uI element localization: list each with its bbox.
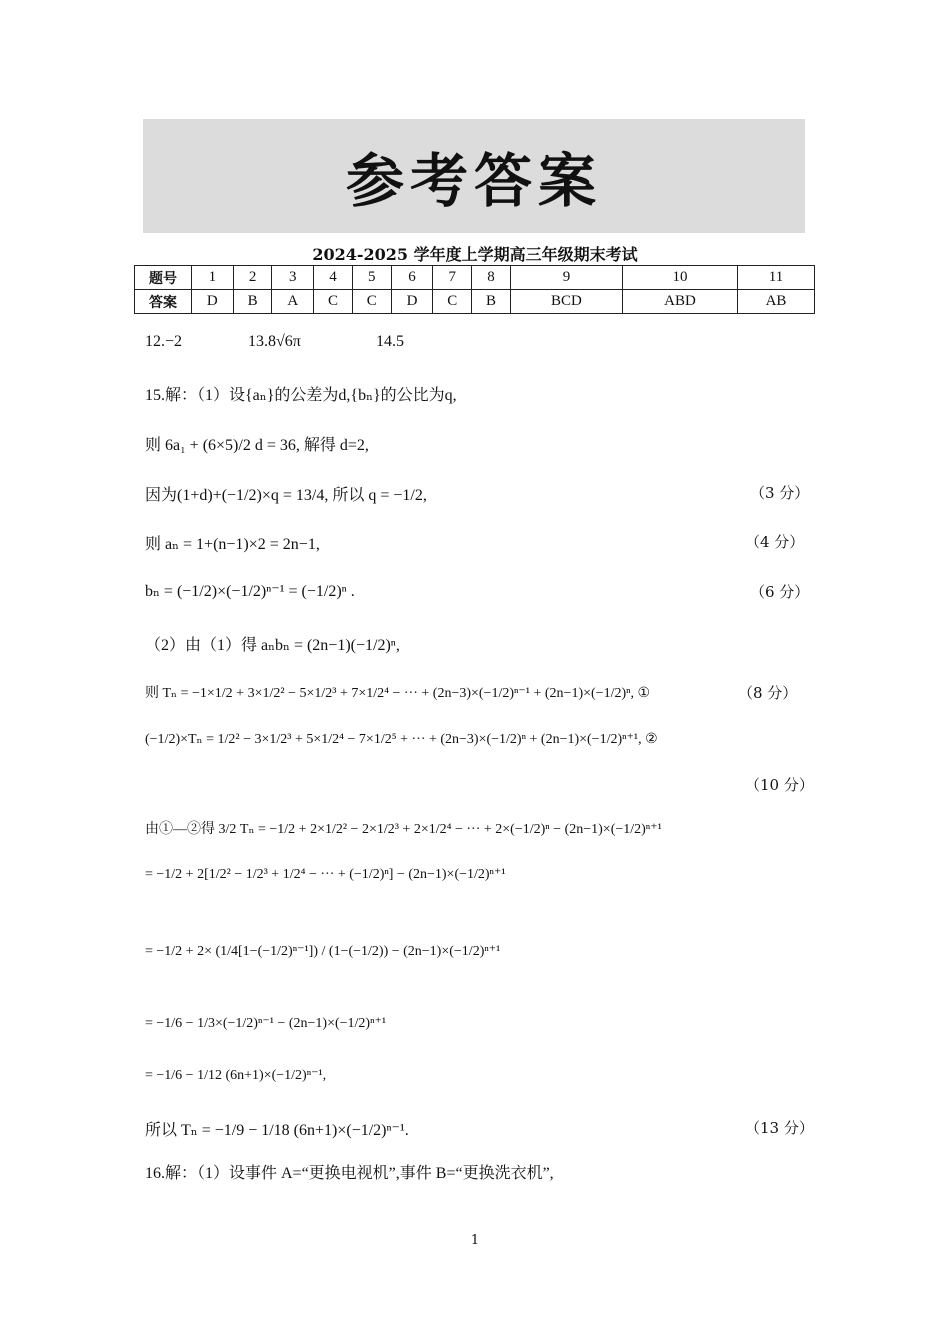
table-cell: 11: [738, 266, 815, 290]
table-cell: AB: [738, 290, 815, 314]
q15-step1: 则 6a₁ + (6×5)/2 d = 36, 解得 d=2,: [145, 437, 369, 454]
answer-row: [135, 290, 815, 314]
score-step3: （4 分）: [745, 533, 805, 551]
q15-final: 所以 Tₙ = −1/9 − 1/18 (6n+1)×(−1/2)ⁿ⁻¹.: [145, 1122, 409, 1139]
table-cell: D: [192, 290, 234, 314]
title-banner: [143, 119, 805, 233]
banner-title: 参考答案: [345, 147, 602, 215]
q15-part2: （2）由（1）得 aₙbₙ = (2n−1)(−1/2)ⁿ,: [145, 637, 400, 654]
q15-sub3: = −1/2 + 2× (1/4[1−(−1/2)ⁿ⁻¹]) / (1−(−1/2)) − (2n−1)×(−1/2)ⁿ⁺¹: [145, 944, 501, 959]
score-eq1: （8 分）: [738, 684, 798, 702]
table-cell: 5: [352, 266, 391, 290]
fill-in-q14: 14.5: [376, 333, 404, 350]
table-cell: 1: [192, 266, 234, 290]
q15-step3: 则 aₙ = 1+(n−1)×2 = 2n−1,: [145, 536, 320, 553]
fill-in-q12: 12.−2: [145, 333, 183, 350]
q15-sub2: = −1/2 + 2[1/2² − 1/2³ + 1/2⁴ − ··· + (−1/2)ⁿ] − (2n−1)×(−1/2)ⁿ⁺¹: [145, 867, 506, 882]
score-final: （13 分）: [745, 1119, 814, 1137]
q15-sub4: = −1/6 − 1/3×(−1/2)ⁿ⁻¹ − (2n−1)×(−1/2)ⁿ⁺¹: [145, 1016, 387, 1031]
table-cell: C: [352, 290, 391, 314]
q15-intro: 15.解：（1）设{aₙ}的公差为d,{bₙ}的公比为q,: [145, 387, 457, 404]
table-cell: 9: [510, 266, 622, 290]
table-cell: D: [391, 290, 433, 314]
question-number-row: [135, 266, 815, 290]
exam-title: 2024-2025 学年度上学期高三年级期末考试: [312, 245, 638, 264]
row-label-answer: 答案: [135, 290, 192, 314]
q15-eq1: 则 Tₙ = −1×1/2 + 3×1/2² − 5×1/2³ + 7×1/2⁴ − ··· + (2n−3)×(−1/2)ⁿ⁻¹ + (2n−1)×(−1/2)ⁿ, ①: [145, 686, 651, 701]
answer-table: [134, 265, 815, 314]
table-cell: ABD: [622, 290, 737, 314]
table-cell: A: [272, 290, 314, 314]
q15-step2: 因为(1+d)+(−1/2)×q = 13/4, 所以 q = −1/2,: [145, 487, 427, 504]
table-cell: 3: [272, 266, 314, 290]
table-cell: 2: [233, 266, 272, 290]
table-cell: B: [472, 290, 511, 314]
score-step2: （3 分）: [750, 484, 810, 502]
page-number: 1: [470, 1233, 480, 1248]
table-cell: C: [433, 290, 472, 314]
q15-step4: bₙ = (−1/2)×(−1/2)ⁿ⁻¹ = (−1/2)ⁿ .: [145, 583, 355, 600]
score-step4: （6 分）: [750, 583, 810, 601]
table-cell: 4: [314, 266, 353, 290]
q15-sub5: = −1/6 − 1/12 (6n+1)×(−1/2)ⁿ⁻¹,: [145, 1068, 327, 1083]
table-cell: 8: [472, 266, 511, 290]
table-cell: C: [314, 290, 353, 314]
q15-sub1: 由①—②得 3/2 Tₙ = −1/2 + 2×1/2² − 2×1/2³ + 2×1/2⁴ − ··· + 2×(−1/2)ⁿ − (2n−1)×(−1/2)ⁿ⁺¹: [145, 822, 662, 837]
score-eq2: （10 分）: [745, 776, 814, 794]
q16-intro: 16.解：（1）设事件 A=“更换电视机”,事件 B=“更换洗衣机”,: [145, 1165, 554, 1182]
table-cell: BCD: [510, 290, 622, 314]
fill-in-q13: 13.8√6π: [248, 333, 301, 350]
table-cell: 7: [433, 266, 472, 290]
row-label-number: 题号: [135, 266, 192, 290]
table-cell: B: [233, 290, 272, 314]
table-cell: 6: [391, 266, 433, 290]
q15-eq2: (−1/2)×Tₙ = 1/2² − 3×1/2³ + 5×1/2⁴ − 7×1/2⁵ + ··· + (2n−3)×(−1/2)ⁿ + (2n−1)×(−1/2)ⁿ⁺¹, ②: [145, 732, 658, 747]
table-cell: 10: [622, 266, 737, 290]
